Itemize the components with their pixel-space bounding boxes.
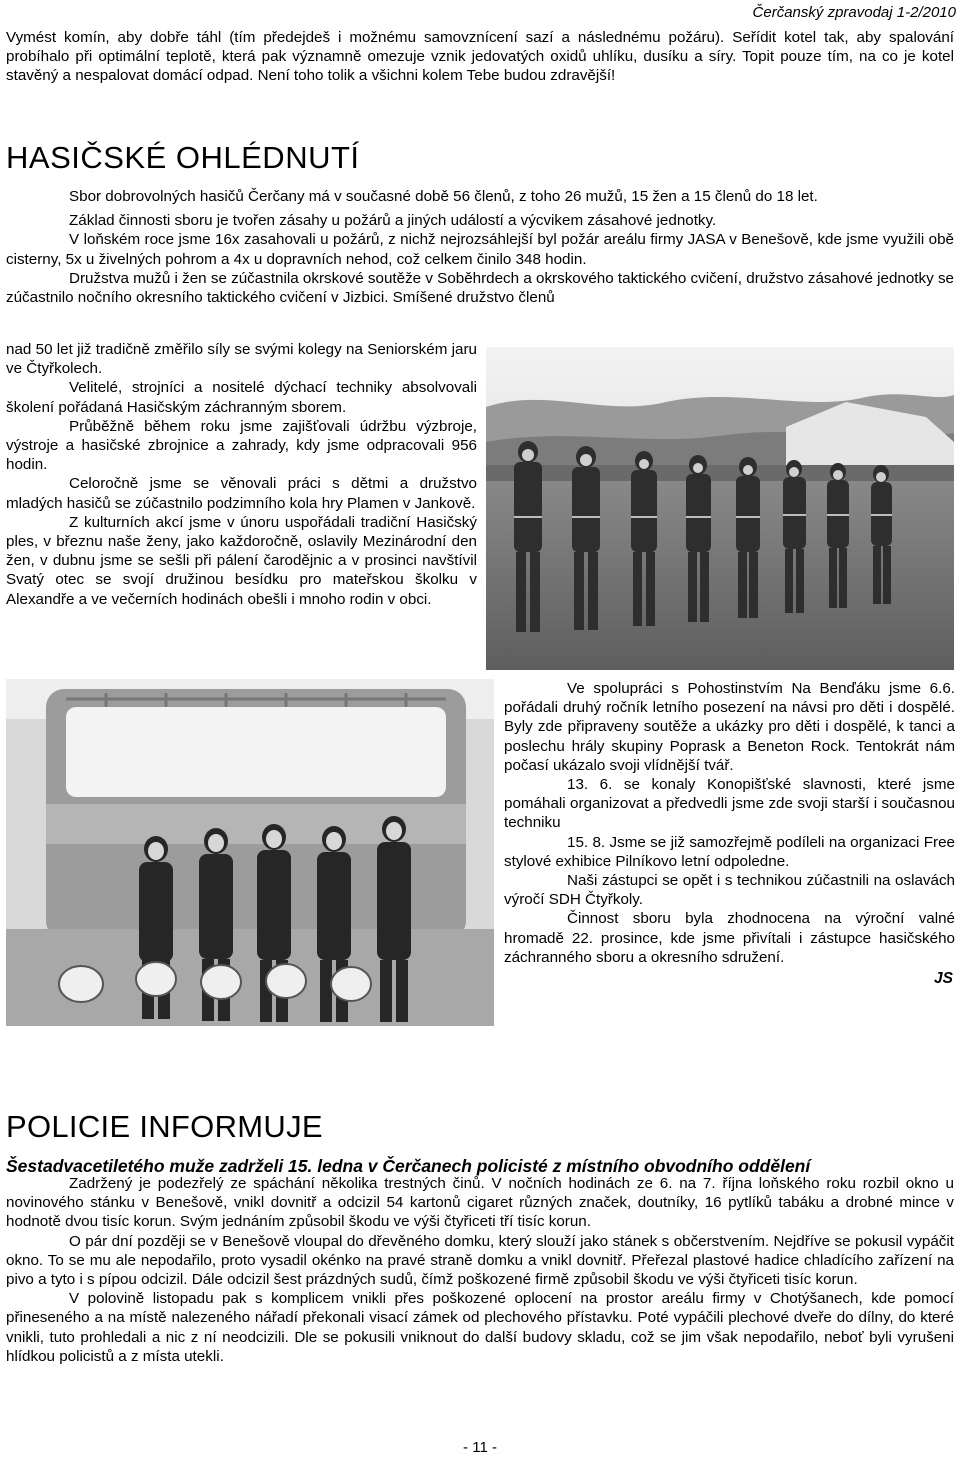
police-article [6, 1174, 954, 1366]
hasici-paragraph-seniors: nad 50 let již tradičně změřilo síly se svými kolegy na Seniorském jaru ve Čtyřkolech. [6, 341, 477, 378]
photo-womens-team-truck [6, 679, 494, 1026]
photo-firemen-lineup [486, 347, 954, 670]
hasici-paragraph-basis: Základ činnosti sboru je tvořen zásahy u požárů a jiných událostí a výcvikem zásahové jednotky. [69, 212, 717, 230]
police-paragraph-wooden-house: O pár dní později se v Benešově vloupal do dřevěného domku, který slouží jako stánek s občerstvením. Nejdříve se pokusil vypáčit okno. To se mu ale nepodařilo, proto vysadil okénko na pravé straně domku a vnikl dovnitř. Přeřezal plastové hadice chladícího zařízení na pivo a tyto i s pípou odcizil. Dále odcizil šest prázdných sudů, čímž poškozené firmě způsobil škodu ve výši čtyřiceti tisíc korun. [6, 1232, 954, 1289]
hasici-paragraph-interventions: V loňském roce jsme 16x zasahovali u požárů, z nichž nejrozsáhlejší byl požár areálu firmy JASA v Benešově, kde jsme využili obě cisterny, 5x u živelných pohrom a 4x u dopravních nehod, což celkem činilo 348 hodin. [6, 231, 954, 268]
hasici-paragraph-culture: Z kulturních akcí jsme v únoru uspořádali tradiční Hasičský ples, v březnu naše ženy, jako každoročně, oslavily Mezinárodní den žen, v dubnu jsme se sešli při pálení čarodějnic a v prosinci navštívil Svatý otec se svojí družinou besídku pro mateřskou školku v Alexandře a ve večerních hodinách obešli i mnoho rodin v obci. [6, 513, 477, 608]
author-signature: JS [934, 970, 953, 988]
hasici-left-column [6, 340, 477, 609]
hasici-right-column [504, 679, 955, 988]
hasici-top-text [6, 187, 954, 307]
hasici-paragraph-ctyrkoly: Naši zástupci se opět i s technikou zúčastnili na oslavách výročí SDH Čtyřkoly. [504, 872, 955, 909]
police-paragraph-kiosk: Zadržený je podezřelý ze spáchání několika trestných činů. V nočních hodinách ze 6. na 7. října loňského roku rozbil okno u novinového stánku v Benešově, vnikl dovnitř a odcizil 54 kartonů cigaret různých značek, doutníky, 16 pytlíků tabáku a drobné mince v hodnotě dvou tisíc korun. Svým jednáním způsobil škodu ve výši čtyřiceti tří tisíc korun. [6, 1175, 954, 1231]
hasici-paragraph-competitions: Družstva mužů i žen se zúčastnila okrskové soutěže v Soběhrdech a okrskového taktického cvičení, družstvo zásahové jednotky se zúčastnilo nočního okresního taktického cvičení v Jizbici. Smíšené družstvo členů [6, 269, 954, 307]
publication-title: Čerčanský zpravodaj 1-2/2010 [752, 4, 956, 21]
section-heading-police: POLICIE INFORMUJE [6, 1109, 323, 1144]
police-subheading: Šestadvacetiletého muže zadrželi 15. ledna v Čerčanech policisté z místního obvodního oddělení [6, 1156, 811, 1176]
hasici-paragraph-assembly: Činnost sboru byla zhodnocena na výroční valné hromadě 22. prosince, kde jsme přivítali i zástupce hasičského záchranného sboru a okresního sdružení. [504, 910, 955, 966]
section-heading-hasici: HASIČSKÉ OHLÉDNUTÍ [6, 140, 360, 175]
page-number: - 11 - [463, 1439, 497, 1456]
hasici-paragraph-pilnikovo: 15. 8. Jsme se již samozřejmě podíleli na organizaci Free stylové exhibice Pilníkovo letní odpoledne. [504, 833, 955, 870]
police-paragraph-chotysany: V polovině listopadu pak s komplicem vnikli přes poškozené oplocení na prostor areálu firmy v Chotýšanech, kde pomocí přineseného a na místě nalezeného nářadí překonali visací zámek od plechového přístavku. Poté vypáčili plechové dveře do dílny, do které vnikli, tuto prohledali a nic z ní neodcizili. Dle se pokusili vniknout do další budovy skladu, což se jim však nepodařilo, neboť byli vyrušeni hlídkou policistů a z místa utekli. [6, 1290, 954, 1365]
hasici-paragraph-training: Velitelé, strojníci a nositelé dýchací techniky absolvovali školení pořádaná Hasičským záchranným sborem. [6, 379, 477, 416]
intro-paragraph: Vymést komín, aby dobře táhl (tím předejdeš i možnému samovznícení sazí a následnému požáru). Seřídit kotel tak, aby spalování probíhalo při optimální teplotě, která pak významně omezuje vznik jedovatých oxidů uhlíku, dusíku a síry. Topit pouze tím, na co je kotel stavěný a nespalovat domácí odpad. Není toho tolik a všichni kolem Tebe budou zdravější! [6, 29, 954, 85]
hasici-paragraph-summer-event: Ve spolupráci s Pohostinstvím Na Benďáku jsme 6.6. pořádali druhý ročník letního posezení na návsi pro děti i dospělé. Byly zde připraveny soutěže a ukázky pro děti i dospělé, k tanci a poslechu hrály skupiny Poprask a Beneton Rock. Tentokrát nám počasí ukázalo svoji vlídnější tvář. [504, 680, 955, 774]
hasici-paragraph-members: Sbor dobrovolných hasičů Čerčany má v současné době 56 členů, z toho 26 mužů, 15 žen a 15 členů do 18 let. [69, 188, 818, 205]
hasici-paragraph-maintenance: Průběžně během roku jsme zajišťovali údržbu výzbroje, výstroje a hasičské zbrojnice a zahrady, kdy jsme odpracovali 956 hodin. [6, 417, 477, 474]
hasici-paragraph-children: Celoročně jsme se věnovali práci s dětmi a družstvo mladých hasičů se zúčastnilo podzimního kola hry Plamen v Jankově. [6, 475, 477, 512]
hasici-paragraph-konopiste: 13. 6. se konaly Konopišťské slavnosti, které jsme pomáhali organizovat a předvedli jsme zde svoji starší i současnou techniku [504, 776, 955, 832]
